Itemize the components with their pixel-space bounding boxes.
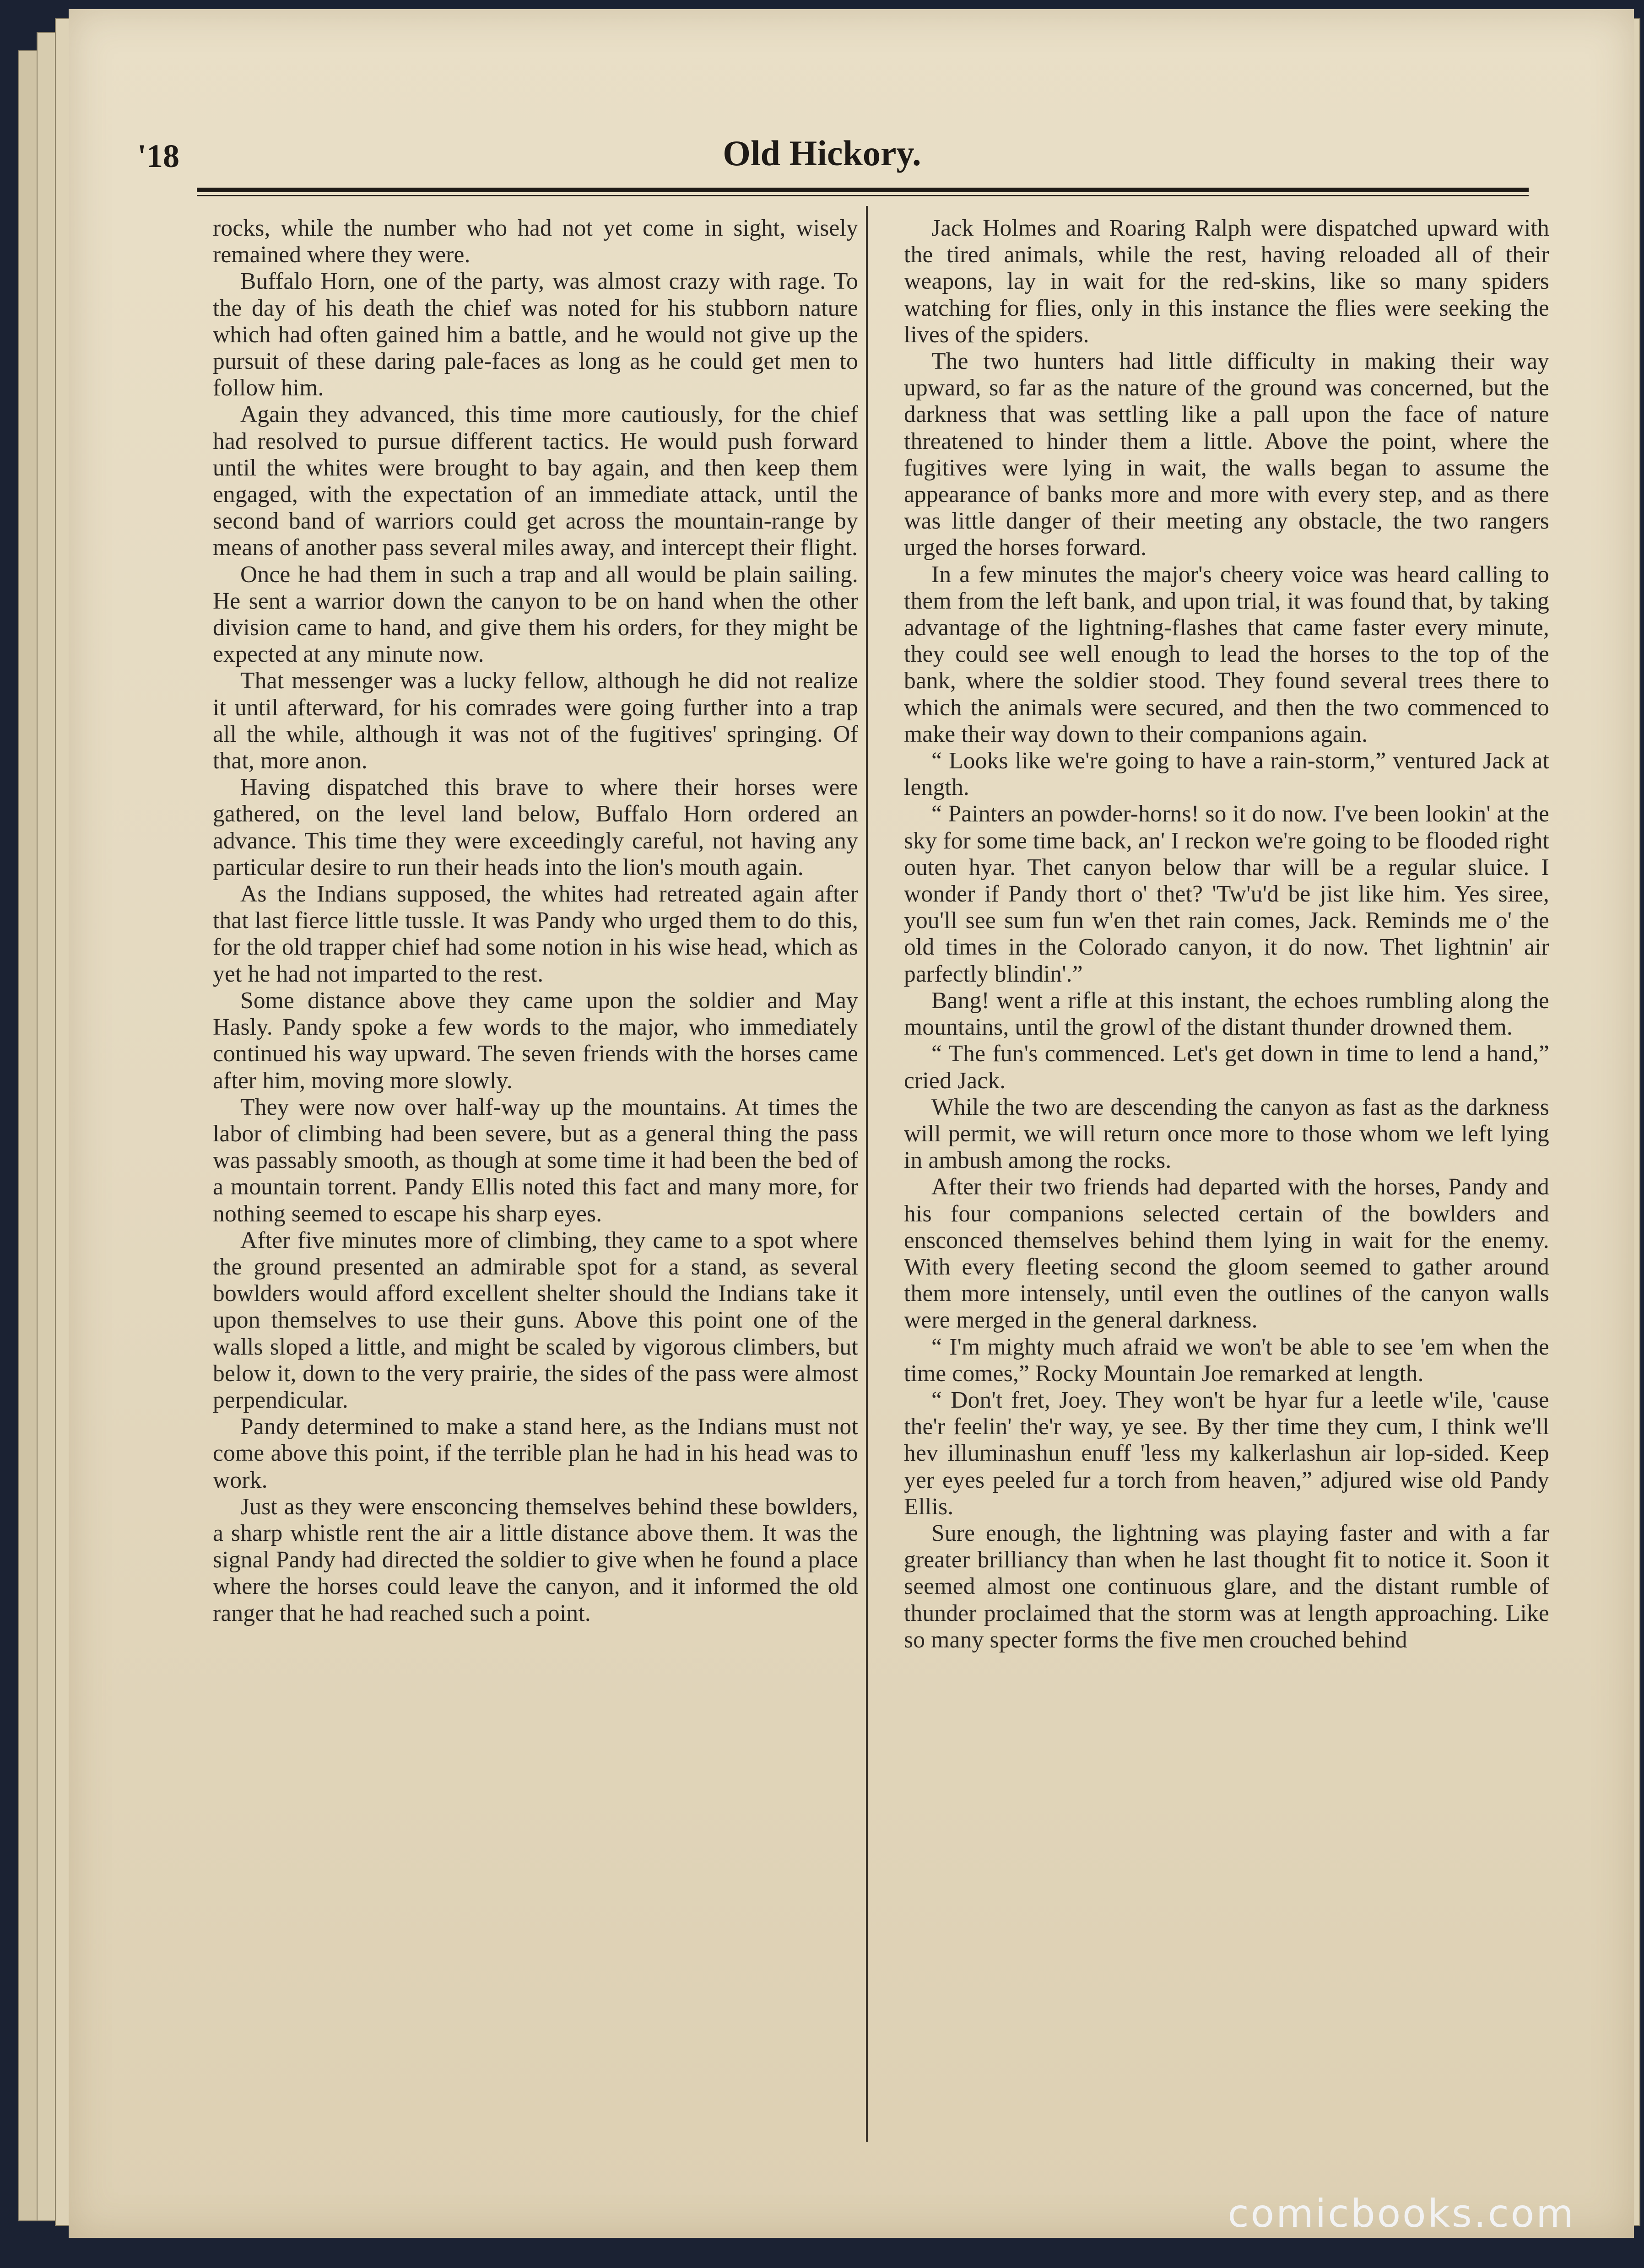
- paragraph: Having dispatched this brave to where their horses were gathered, on the level land below, Buffalo Horn ordered an advance. This time they were exceedingly careful, not having any particular desire to run their heads into the lion's mouth again.: [213, 774, 858, 880]
- paragraph: “ Don't fret, Joey. They won't be hyar fur a leetle w'ile, 'cause the'r feelin' the'r way, ye see. By ther time they cum, I think we'll hev illuminashun enuff 'less my kalkerlashun air lop-sided. Keep yer eyes peeled fur a torch from heaven,” adjured wise old Pandy Ellis.: [904, 1387, 1549, 1520]
- paragraph: “ I'm mighty much afraid we won't be able to see 'em when the time comes,” Rocky Mountain Joe remarked at length.: [904, 1334, 1549, 1387]
- paragraph: That messenger was a lucky fellow, although he did not realize it until afterward, for his comrades were going further into a trap all the while, although it was not of the fugitives' springing. Of that, more anon.: [213, 668, 858, 774]
- column-divider: [866, 206, 868, 2142]
- paragraph: Just as they were ensconcing themselves behind these bowlders, a sharp whistle rent the air a little distance above them. It was the signal Pandy had directed the soldier to give when he found a place where the horses could leave the canyon, and it informed the old ranger that he had reached such a point.: [213, 1493, 858, 1626]
- paragraph: Once he had them in such a trap and all would be plain sailing. He sent a warrior down the canyon to be on hand when the other division came to hand, and give them his orders, for they might be expected at any minute now.: [213, 561, 858, 668]
- paragraph: Bang! went a rifle at this instant, the echoes rumbling along the mountains, until the growl of the distant thunder drowned them.: [904, 987, 1549, 1041]
- page-number: '18: [137, 138, 180, 174]
- paragraph: After their two friends had departed with the horses, Pandy and his four companions selected certain of the bowlders and ensconced themselves behind them lying in wait for the enemy. With every fleeting second the gloom seemed to gather around them more intensely, until even the outlines of the canyon walls were merged in the general darkness.: [904, 1174, 1549, 1334]
- right-column: [904, 215, 1549, 1653]
- paragraph: “ Painters an powder-horns! so it do now. I've been lookin' at the sky for some time back, an' I reckon we're going to be flooded right outen hyar. Thet canyon below thar will be a regular sluice. I wonder if Pandy thort o' thet? 'Tw'u'd be jist like him. Yes siree, you'll see sum fun w'en thet rain comes, Jack. Reminds me o' the old times in the Colorado canyon, it do now. Thet lightnin' air parfectly blindin'.”: [904, 801, 1549, 987]
- paragraph: After five minutes more of climbing, they came to a spot where the ground presented an admirable spot for a stand, as several bowlders would afford excellent shelter should the Indians take it upon themselves to use their guns. Above this point one of the walls sloped a little, and might be scaled by vigorous climbers, but below it, down to the very prairie, the sides of the pass were almost perpendicular.: [213, 1227, 858, 1413]
- paragraph: In a few minutes the major's cheery voice was heard calling to them from the left bank, and upon trial, it was found that, by taking advantage of the lightning-flashes that came faster every minute, they could see well enough to lead the horses to the top of the bank, where the soldier stood. They found several trees there to which the animals were secured, and then the two commenced to make their way down to their companions again.: [904, 561, 1549, 747]
- paragraph: Jack Holmes and Roaring Ralph were dispatched upward with the tired animals, while the rest, having reloaded all of their weapons, lay in wait for the red-skins, like so many spiders watching for flies, only in this instance the flies were seeking the lives of the spiders.: [904, 215, 1549, 348]
- paragraph: The two hunters had little difficulty in making their way upward, so far as the nature of the ground was concerned, but the darkness that was settling like a pall upon the face of nature threatened to hinder them a little. Above the point, where the fugitives were lying in wait, the walls began to assume the appearance of banks more and more with every step, and as there was little danger of their meeting any obstacle, the two rangers urged the horses forward.: [904, 348, 1549, 561]
- header-rule-thin: [197, 195, 1529, 196]
- paragraph: As the Indians supposed, the whites had retreated again after that last fierce little tussle. It was Pandy who urged them to do this, for the old trapper chief had some notion in his wise head, which as yet he had not imparted to the rest.: [213, 881, 858, 987]
- paragraph: Buffalo Horn, one of the party, was almost crazy with rage. To the day of his death the chief was noted for his stubborn nature which had often gained him a battle, and he would not give up the pursuit of these daring pale-faces as long as he could get men to follow him.: [213, 268, 858, 401]
- paragraph: Again they advanced, this time more cautiously, for the chief had resolved to pursue different tactics. He would push forward until the whites were brought to bay again, and then keep them engaged, with the expectation of an immediate attack, until the second band of warriors could get across the mountain-range by means of another pass several miles away, and intercept their flight.: [213, 401, 858, 561]
- paragraph: Pandy determined to make a stand here, as the Indians must not come above this point, if the terrible plan he had in his head was to work.: [213, 1414, 858, 1493]
- paragraph: rocks, while the number who had not yet come in sight, wisely remained where they were.: [213, 215, 858, 268]
- paragraph: Some distance above they came upon the soldier and May Hasly. Pandy spoke a few words to the major, who immediately continued his way upward. The seven friends with the horses came after him, moving more slowly.: [213, 987, 858, 1094]
- paragraph: While the two are descending the canyon as fast as the darkness will permit, we will return once more to those whom we left lying in ambush among the rocks.: [904, 1094, 1549, 1174]
- paragraph: “ Looks like we're going to have a rain-storm,” ventured Jack at length.: [904, 748, 1549, 801]
- site-watermark: comicbooks.com: [1228, 2191, 1575, 2236]
- left-column: [213, 215, 858, 1627]
- paragraph: “ The fun's commenced. Let's get down in time to lend a hand,” cried Jack.: [904, 1041, 1549, 1094]
- header-rule: [197, 188, 1529, 192]
- paragraph: They were now over half-way up the mountains. At times the labor of climbing had been severe, but as a general thing the pass was passably smooth, as though at some time it had been the bed of a mountain torrent. Pandy Ellis noted this fact and many more, for nothing seemed to escape his sharp eyes.: [213, 1094, 858, 1227]
- paragraph: Sure enough, the lightning was playing faster and with a far greater brilliancy than when he last thought fit to notice it. Soon it seemed almost one continuous glare, and the distant rumble of thunder proclaimed that the storm was at length approaching. Like so many specter forms the five men crouched behind: [904, 1520, 1549, 1653]
- running-title: Old Hickory.: [723, 133, 921, 173]
